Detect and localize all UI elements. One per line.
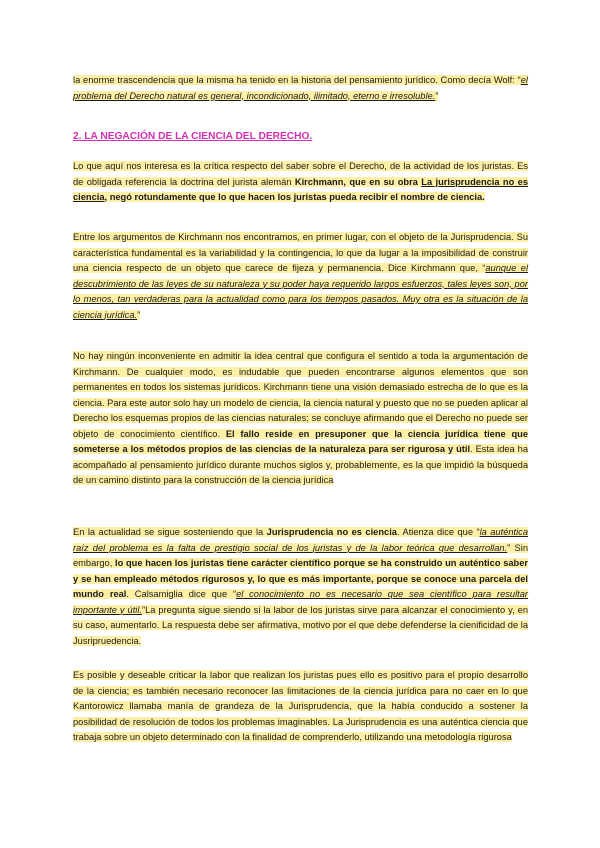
text-run: Es posible y deseable criticar la labor que realizan los juristas pues ello es positivo para el propio desarrollo de la ciencia; es también necesario reconocer las limitaciones de la ciencia jurídica para no caer en lo que Kantorowicz llamaba manía de grandeza de la Jurisprudencia, que la había conducido a sostener la posibilidad de resolución de todos los problemas imaginables. La Jurisprudencia es una auténtica ciencia que trabaja sobre un objeto determinado con la finalidad de comprenderlo, utilizando una metodología rigurosa <box>73 670 528 742</box>
text-run: Lo que aquí nos interesa es la crítica respecto del saber sobre el Derecho, de la actividad de los juristas. Es de obligada referencia la doctrina del jurista alemán <box>73 161 528 187</box>
highlight <box>73 670 528 742</box>
paragraph-objection <box>73 349 528 489</box>
highlight <box>73 232 528 320</box>
text-run: . Atienza dice que “ <box>396 527 480 537</box>
highlight <box>73 351 528 485</box>
section-heading: 2. LA NEGACIÓN DE LA CIENCIA DEL DERECHO. <box>73 131 313 142</box>
quote-calsamiglia: el conocimiento no es necesario que sea científico para resultar importante y útil. <box>73 589 528 615</box>
text-run: No hay ningún inconveniente en admitir la idea central que configura el sentido a toda la argumentación de Kirchmann. De cualquier modo, es indudable que pueden encontrarse algunos elementos que son permanentes en todos los sistemas jurídicos. Kirchmann tiene una visión demasiado estrecha de lo que es la ciencia. Para este autor solo hay un modelo de ciencia, la ciencia natural y puesto que no se pueden aplicar al Derecho los esquemas propios de las ciencias naturales; se concluye afirmando que el Derecho no puede ser objeto de conocimiento científico. <box>73 351 528 439</box>
text-run: . Calsamiglia dice que “ <box>126 589 237 599</box>
text-run: ” Sin embargo, <box>73 542 528 568</box>
text-run: la enorme trascendencia que la misma ha tenido en la historia del pensamiento jurídico. Como decía Wolf: “ <box>73 75 521 85</box>
quote-wolf: el problema del Derecho natural es general, incondicionado, ilimitado, eterno e irresoluble. <box>73 75 528 101</box>
bold-run: , negó rotundamente que lo que hacen los juristas pueda recibir el nombre de ciencia. <box>104 192 485 202</box>
text-run: ” <box>137 309 141 320</box>
quote-kirchmann: aunque el descubrimiento de las leyes de su naturaleza y su poder haya requerido largos esfuerzos, tales leyes son, por lo menos, tan verdaderas para la actualidad como para los tiempos pasados. Muy otra es la situación de la ciencia jurídica. <box>73 263 529 320</box>
text-run: ”La pregunta sigue siendo si la labor de los juristas sirve para alcanzar el conocimiento y, en su caso, aumentarlo. La respuesta debe ser afirmativa, motivo por el que debe defenderse la cienificidad de la Jusripruedencia. <box>73 604 528 646</box>
bold-run: lo que hacen los juristas tiene carácter científico porque se ha construido un auténtico saber y se han empleado métodos rigurosos y, lo que es más importante, porque se conoce una parcela del mundo real <box>73 558 529 599</box>
highlight <box>73 527 528 646</box>
paragraph-kirchmann <box>73 159 528 206</box>
bold-run: Jurisprudencia no es ciencia <box>266 527 397 537</box>
text-run: ” <box>435 90 439 101</box>
paragraph-conclusion <box>73 668 528 746</box>
bold-run: El fallo reside en presuponer que la ciencia jurídica tiene que someterse a los métodos propios de las ciencias de la naturaleza para ser rigurosa y útil <box>73 428 528 454</box>
paragraph-intro <box>73 73 528 104</box>
text-run: . Esta idea ha acompañado al pensamiento jurídico durante muchos siglos y, probablemente, es la que impidió la búsqueda de un camino distinto para la construcción de la ciencia jurídica <box>73 444 528 485</box>
quote-atienza: la auténtica raíz del problema es la falta de prestigio social de los juristas y de la labor teórica que desarrollan. <box>73 527 528 553</box>
text-run: En la actualidad se sigue sosteniendo que la <box>73 527 267 537</box>
book-title: La jurisprudencia no es ciencia <box>73 176 529 202</box>
highlight <box>73 75 528 101</box>
paragraph-arguments <box>73 230 528 323</box>
paragraph-actualidad <box>73 525 528 649</box>
highlight <box>73 161 528 202</box>
text-run: Entre los argumentos de Kirchmann nos encontramos, en primer lugar, con el objeto de la Jurisprudencia. Su característica fundamental es la variabilidad y la contingencia, lo que da lugar a la imposibilidad de construir una ciencia respecto de un objeto que carece de fijeza y permanencia. Dice Kirchmann que, “ <box>73 232 528 273</box>
bold-run: Kirchmann, que en su obra <box>294 176 422 187</box>
